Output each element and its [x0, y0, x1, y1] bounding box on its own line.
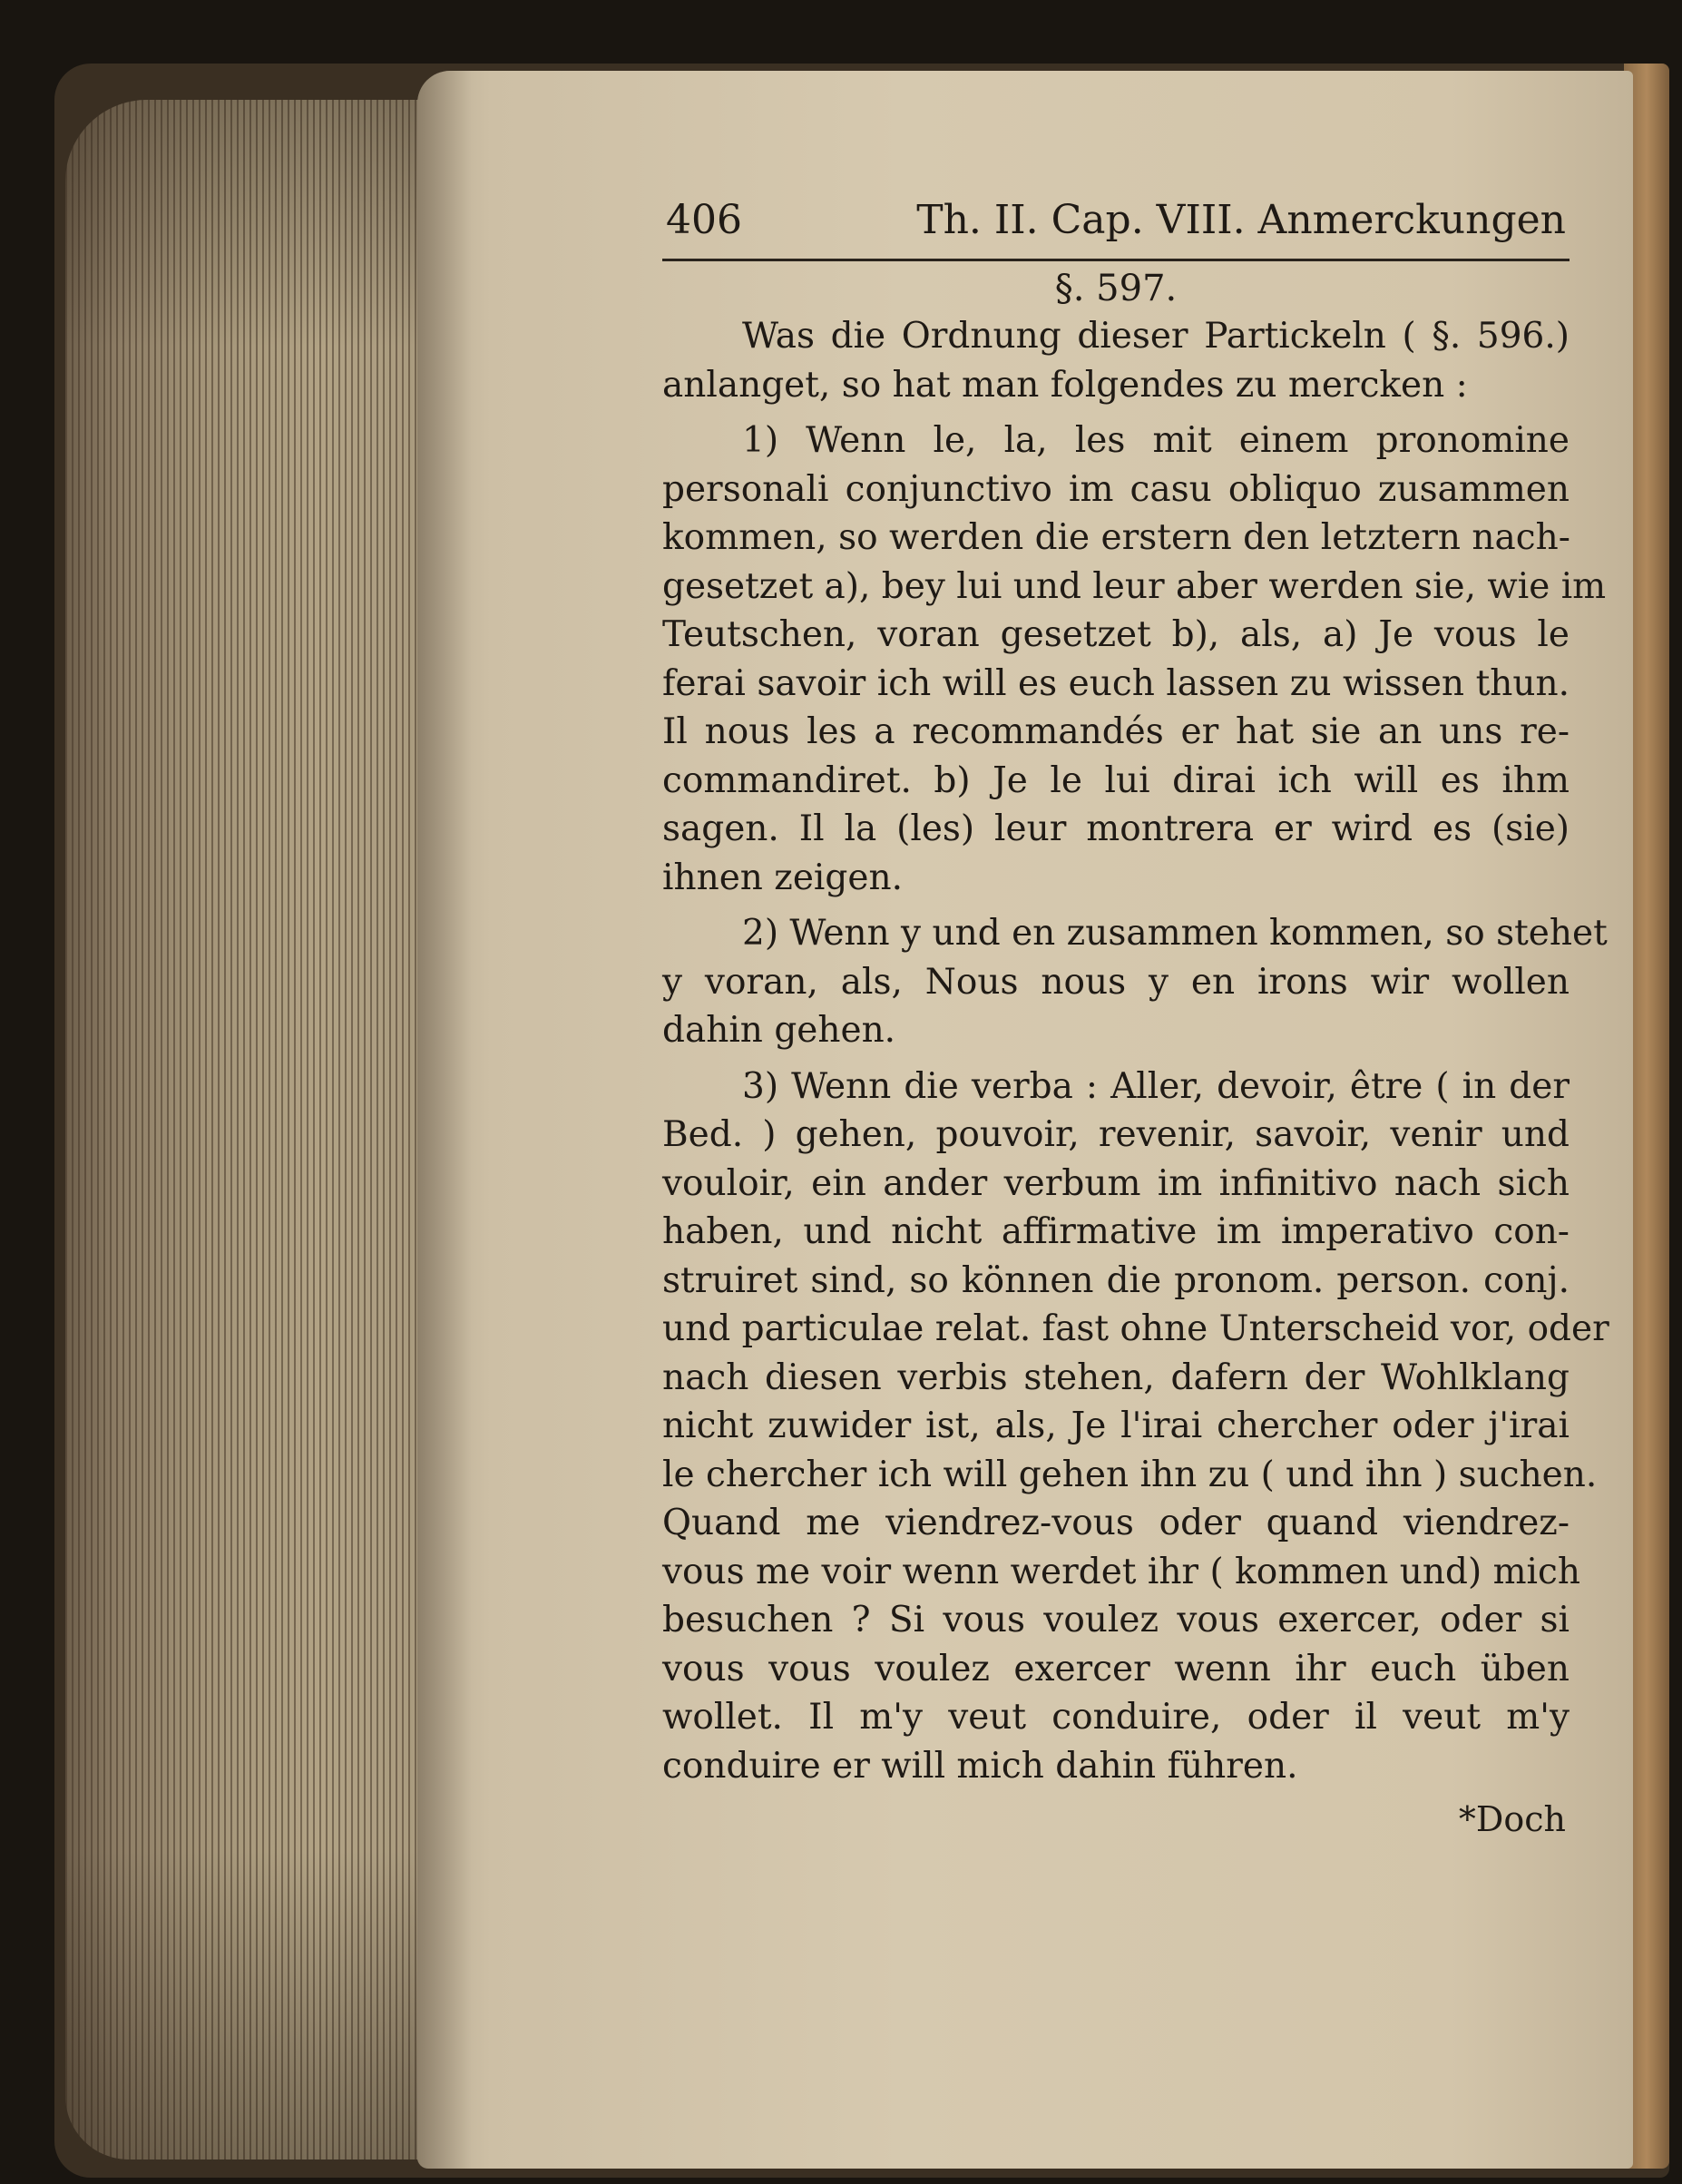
running-title: Th. II. Cap. VIII. Anmerckungen — [916, 197, 1566, 243]
text-line: commandiret. b) Je le lui dirai ich will es ihm — [662, 759, 1570, 801]
page-gutter-shadow — [417, 71, 472, 2169]
paragraph-rule-3 — [662, 1063, 1609, 1791]
text-line: Il nous les a recommandés er hat sie an uns re- — [662, 711, 1570, 752]
text-line: ferai savoir ich will es euch lassen zu wissen thun. — [662, 662, 1570, 704]
text-line: besuchen ? Si vous voulez vous exercer, oder si — [662, 1600, 1570, 1640]
header-rule — [662, 259, 1570, 261]
text-line: y voran, als, Nous nous y en irons wir wollen — [662, 961, 1570, 1003]
catchword: *Doch — [1458, 1799, 1566, 1839]
text-line: vous vous voulez exercer wenn ihr euch üben — [662, 1648, 1570, 1689]
text-line: Teutschen, voran gesetzet b), als, a) Je vous le — [662, 614, 1570, 655]
text-line: sagen. Il la (les) leur montrera er wird es (sie) — [662, 808, 1570, 849]
text-line: 1) Wenn le, la, les mit einem pronomine — [742, 420, 1570, 461]
text-line: Quand me viendrez-vous oder quand viendrez- — [662, 1503, 1570, 1543]
paragraph-rule-2 — [662, 909, 1608, 1055]
text-line: und particulae relat. fast ohne Unterscheid vor, oder — [662, 1308, 1609, 1349]
text-line: nach diesen verbis stehen, dafern der Wohlklang — [662, 1356, 1570, 1398]
paragraph-rule-1 — [662, 416, 1607, 902]
text-line: Bed. ) gehen, pouvoir, revenir, savoir, venir und — [662, 1114, 1570, 1155]
text-line: vous me voir wenn werdet ihr ( kommen und) mich — [662, 1551, 1580, 1592]
text-line: gesetzet a), bey lui und leur aber werden sie, wie im — [662, 565, 1607, 607]
text-line: le chercher ich will gehen ihn zu ( und ihn ) suchen. — [662, 1454, 1598, 1495]
text-line: wollet. Il m'y veut conduire, oder il veut m'y — [662, 1697, 1570, 1738]
text-line: struiret sind, so können die pronom. person. conj. — [662, 1259, 1570, 1301]
section-number: §. 597. — [1054, 268, 1178, 309]
text-line: haben, und nicht affirmative im imperativo con- — [662, 1211, 1570, 1252]
text-line: ihnen zeigen. — [662, 857, 903, 898]
text-line: dahin gehen. — [662, 1010, 896, 1051]
page-text-block — [662, 195, 1609, 1845]
text-line: anlanget, so hat man folgendes zu mercken : — [662, 364, 1468, 406]
paragraph-intro — [662, 312, 1570, 409]
text-line: kommen, so werden die erstern den letztern nach- — [662, 517, 1570, 558]
text-line: vouloir, ein ander verbum im infinitivo nach sich — [662, 1162, 1570, 1204]
page-edges-shading — [65, 100, 428, 2160]
running-head — [662, 195, 1570, 250]
text-line: personali conjunctivo im casu obliquo zusammen — [662, 468, 1570, 510]
text-line: conduire er will mich dahin führen. — [662, 1745, 1298, 1787]
page-number: 406 — [666, 197, 742, 243]
text-line: 2) Wenn y und en zusammen kommen, so stehet — [742, 913, 1608, 954]
text-line: Was die Ordnung dieser Partickeln ( §. 596.) — [742, 316, 1570, 357]
text-line: nicht zuwider ist, als, Je l'irai chercher oder j'irai — [662, 1405, 1570, 1446]
text-line: 3) Wenn die verba : Aller, devoir, être ( in der — [742, 1065, 1570, 1107]
